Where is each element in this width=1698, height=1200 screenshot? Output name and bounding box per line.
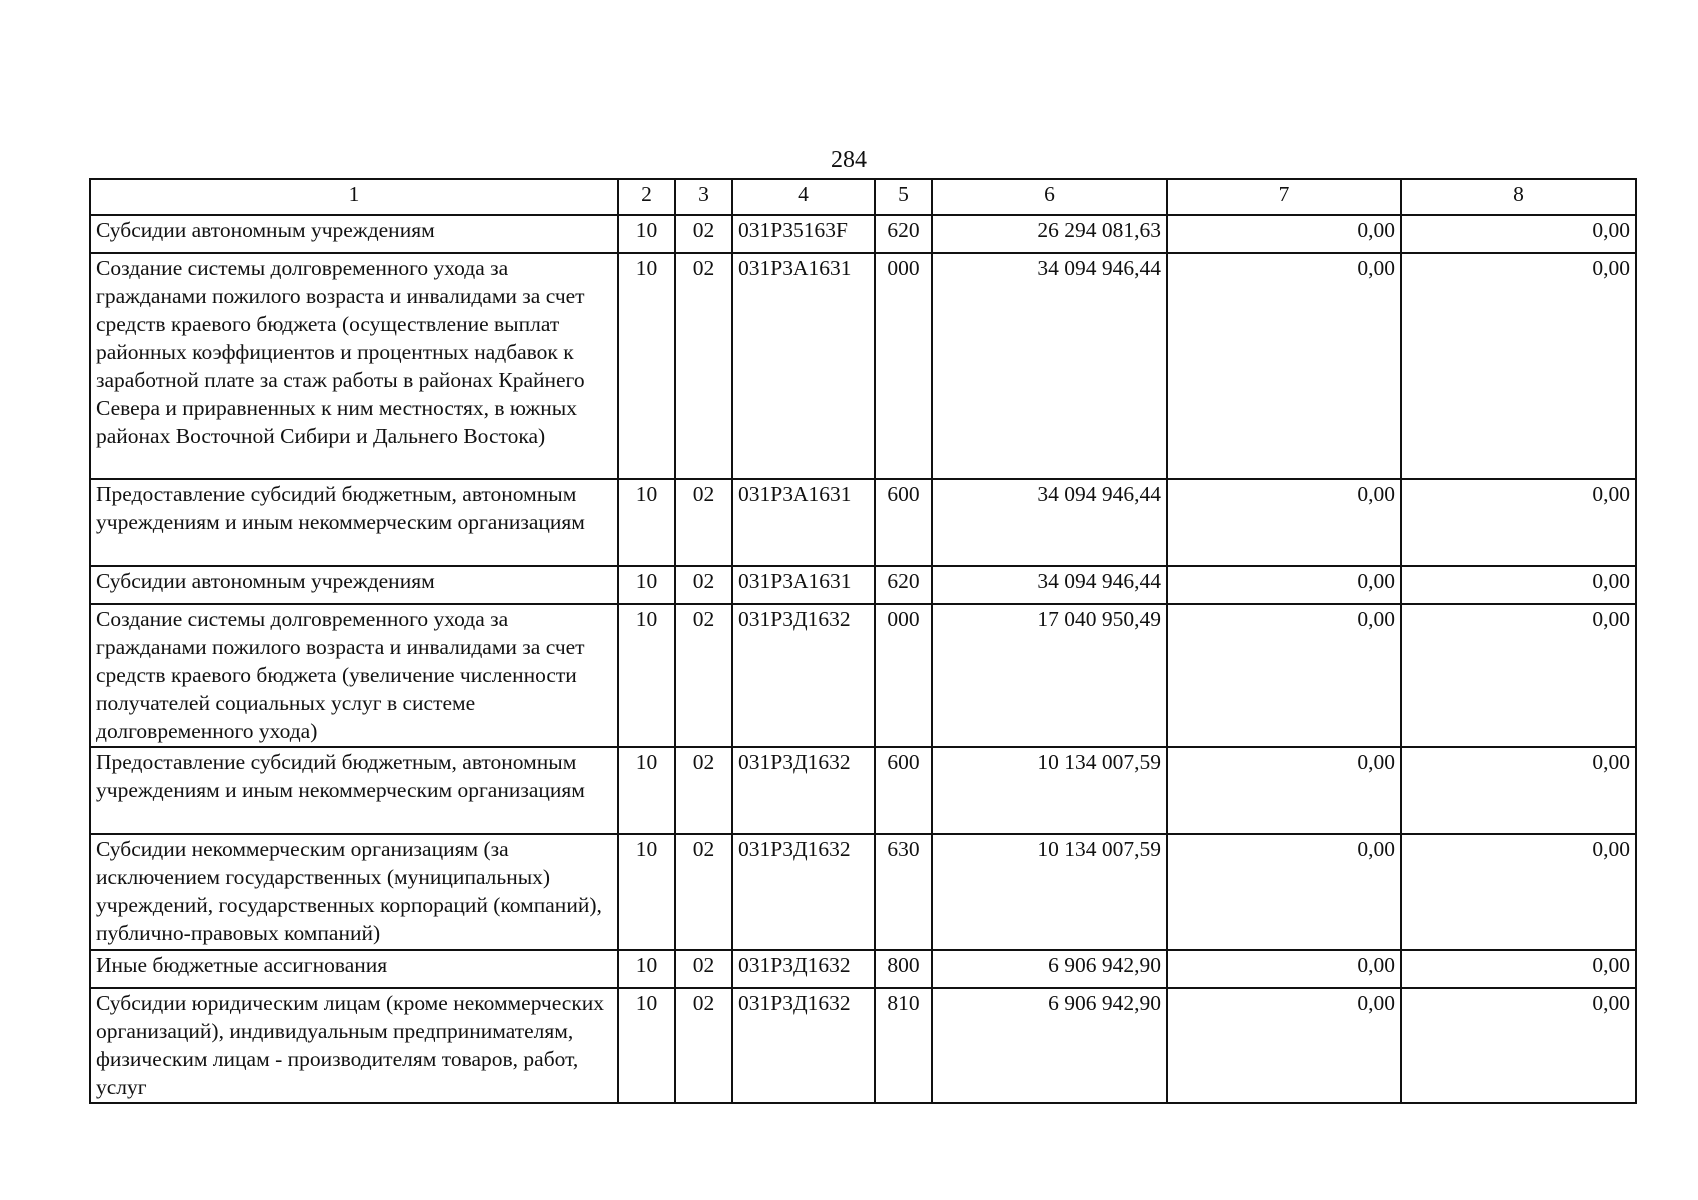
row-name: Иные бюджетные ассигнования: [90, 950, 618, 988]
amount-col7: 0,00: [1167, 215, 1401, 253]
expense-type-code: 810: [875, 988, 932, 1103]
section-code: 10: [618, 604, 675, 747]
expense-type-code: 000: [875, 604, 932, 747]
row-name: Субсидии некоммерческим организациям (за исключением государственных (муниципальных) учреждений, государственных корпораций (компаний), публично-правовых компаний): [90, 834, 618, 949]
column-header: 2: [618, 179, 675, 215]
amount-col8: 0,00: [1401, 604, 1636, 747]
amount-col6: 34 094 946,44: [932, 479, 1167, 566]
expense-type-code: 800: [875, 950, 932, 988]
table-row: [90, 215, 1636, 253]
table-row: [90, 834, 1636, 949]
amount-col8: 0,00: [1401, 950, 1636, 988]
section-code: 10: [618, 747, 675, 834]
table-row: [90, 950, 1636, 988]
row-name: Предоставление субсидий бюджетным, автономным учреждениям и иным некоммерческим организациям: [90, 479, 618, 566]
expense-type-code: 620: [875, 215, 932, 253]
section-code: 10: [618, 988, 675, 1103]
amount-col6: 17 040 950,49: [932, 604, 1167, 747]
budget-table: [89, 178, 1637, 1104]
table-row: [90, 479, 1636, 566]
row-name: Субсидии юридическим лицам (кроме некоммерческих организаций), индивидуальным предпринимателям, физическим лицам - производителям товаров, работ, услуг: [90, 988, 618, 1103]
column-header: 3: [675, 179, 732, 215]
amount-col7: 0,00: [1167, 988, 1401, 1103]
amount-col8: 0,00: [1401, 566, 1636, 604]
row-name: Субсидии автономным учреждениям: [90, 566, 618, 604]
column-header: 8: [1401, 179, 1636, 215]
column-header: 7: [1167, 179, 1401, 215]
expense-type-code: 000: [875, 253, 932, 478]
table-row: [90, 988, 1636, 1103]
amount-col6: 6 906 942,90: [932, 988, 1167, 1103]
subsection-code: 02: [675, 253, 732, 478]
subsection-code: 02: [675, 988, 732, 1103]
amount-col6: 26 294 081,63: [932, 215, 1167, 253]
table-row: [90, 253, 1636, 478]
section-code: 10: [618, 834, 675, 949]
target-article-code: 031Р35163F: [732, 215, 875, 253]
row-name: Создание системы долговременного ухода за гражданами пожилого возраста и инвалидами за счет средств краевого бюджета (осуществление выплат районных коэффициентов и процентных надбавок к заработной плате за стаж работы в районах Крайнего Севера и приравненных к ним местностях, в южных районах Восточной Сибири и Дальнего Востока): [90, 253, 618, 478]
column-header: 6: [932, 179, 1167, 215]
amount-col8: 0,00: [1401, 253, 1636, 478]
page-number: 284: [831, 147, 867, 173]
row-name: Предоставление субсидий бюджетным, автономным учреждениям и иным некоммерческим организациям: [90, 747, 618, 834]
amount-col8: 0,00: [1401, 215, 1636, 253]
target-article-code: 031Р3А1631: [732, 479, 875, 566]
expense-type-code: 600: [875, 747, 932, 834]
subsection-code: 02: [675, 479, 732, 566]
table-row: [90, 747, 1636, 834]
table-row: [90, 604, 1636, 747]
section-code: 10: [618, 566, 675, 604]
subsection-code: 02: [675, 566, 732, 604]
amount-col7: 0,00: [1167, 604, 1401, 747]
amount-col6: 34 094 946,44: [932, 253, 1167, 478]
amount-col6: 10 134 007,59: [932, 747, 1167, 834]
amount-col8: 0,00: [1401, 479, 1636, 566]
target-article-code: 031Р3Д1632: [732, 834, 875, 949]
amount-col6: 10 134 007,59: [932, 834, 1167, 949]
subsection-code: 02: [675, 215, 732, 253]
subsection-code: 02: [675, 604, 732, 747]
expense-type-code: 600: [875, 479, 932, 566]
target-article-code: 031Р3Д1632: [732, 950, 875, 988]
amount-col8: 0,00: [1401, 988, 1636, 1103]
amount-col6: 6 906 942,90: [932, 950, 1167, 988]
section-code: 10: [618, 479, 675, 566]
subsection-code: 02: [675, 747, 732, 834]
target-article-code: 031Р3Д1632: [732, 604, 875, 747]
target-article-code: 031Р3Д1632: [732, 747, 875, 834]
amount-col7: 0,00: [1167, 834, 1401, 949]
amount-col8: 0,00: [1401, 747, 1636, 834]
table-row: [90, 566, 1636, 604]
amount-col7: 0,00: [1167, 479, 1401, 566]
amount-col7: 0,00: [1167, 950, 1401, 988]
target-article-code: 031Р3А1631: [732, 253, 875, 478]
column-header: 1: [90, 179, 618, 215]
amount-col6: 34 094 946,44: [932, 566, 1167, 604]
row-name: Создание системы долговременного ухода за гражданами пожилого возраста и инвалидами за счет средств краевого бюджета (увеличение численности получателей социальных услуг в системе долговременного ухода): [90, 604, 618, 747]
column-header: 5: [875, 179, 932, 215]
section-code: 10: [618, 950, 675, 988]
amount-col7: 0,00: [1167, 566, 1401, 604]
subsection-code: 02: [675, 950, 732, 988]
section-code: 10: [618, 253, 675, 478]
expense-type-code: 630: [875, 834, 932, 949]
expense-type-code: 620: [875, 566, 932, 604]
section-code: 10: [618, 215, 675, 253]
amount-col8: 0,00: [1401, 834, 1636, 949]
header-row: [90, 179, 1636, 215]
target-article-code: 031Р3Д1632: [732, 988, 875, 1103]
column-header: 4: [732, 179, 875, 215]
amount-col7: 0,00: [1167, 747, 1401, 834]
row-name: Субсидии автономным учреждениям: [90, 215, 618, 253]
amount-col7: 0,00: [1167, 253, 1401, 478]
target-article-code: 031Р3А1631: [732, 566, 875, 604]
subsection-code: 02: [675, 834, 732, 949]
